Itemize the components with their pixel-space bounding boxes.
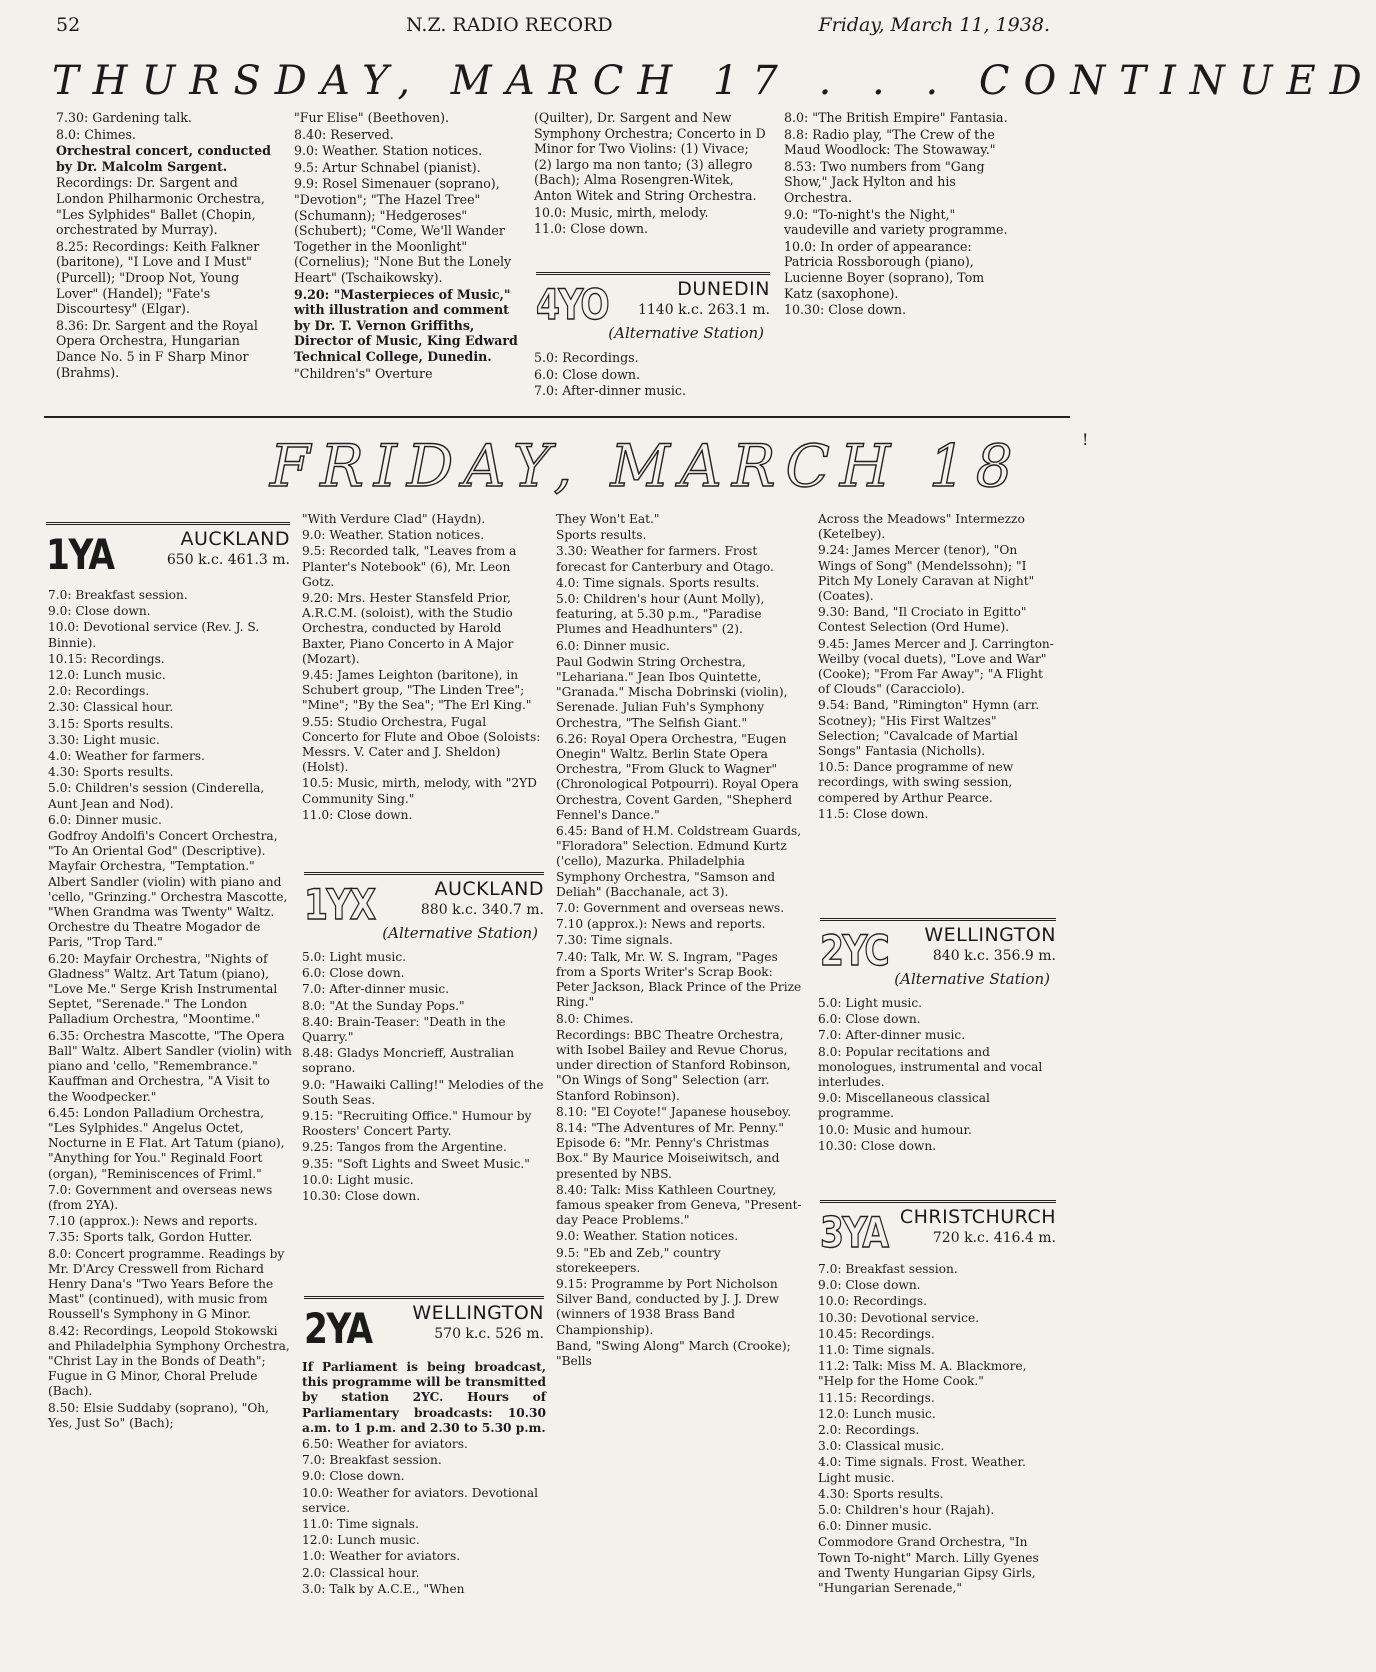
column-3ya (818, 1262, 1058, 1597)
list-item: 6.0: Dinner music. (48, 812, 162, 827)
list-item: 10.45: Recordings. (818, 1326, 935, 1341)
divider (46, 522, 290, 525)
station-city: WELLINGTON (412, 1302, 544, 1324)
list-item: 9.0: "To-night's the Night," vaudeville and variety programme. (784, 206, 1008, 238)
list-item: Recordings: Dr. Sargent and London Philharmonic Orchestra, "Les Sylphides" Ballet (Chopin, orchestrated by Murray). (56, 175, 265, 238)
list-item: 10.30: Close down. (784, 302, 907, 318)
list-item: 4.0: Time signals. Frost. Weather. Light music. (818, 1455, 1026, 1485)
list-item: 10.30: Close down. (302, 1189, 421, 1204)
list-item: 11.5: Close down. (818, 806, 929, 821)
list-item: 9.35: "Soft Lights and Sweet Music." (302, 1156, 530, 1171)
list-item: 9.25: Tangos from the Argentine. (302, 1140, 507, 1155)
list-item: 11.2: Talk: Miss M. A. Blackmore, "Help for the Home Cook." (818, 1359, 1027, 1389)
list-item: 8.40: Talk: Miss Kathleen Courtney, famous speaker from Geneva, "Present-day Peace Problems." (556, 1182, 802, 1228)
list-item: 7.30: Gardening talk. (56, 110, 192, 125)
station-city: AUCKLAND (434, 878, 544, 900)
thursday-col-3 (534, 110, 770, 238)
list-item: 9.0: Weather. Station notices. (302, 528, 485, 543)
station-2ya (304, 1296, 544, 1353)
list-item: 8.50: Elsie Suddaby (soprano), "Oh, Yes, Just So" (Bach); (48, 1400, 270, 1430)
list-item: Sports results. (556, 528, 647, 543)
list-item: 8.0: Chimes. (556, 1011, 634, 1026)
station-frequency: 880 k.c. 340.7 m. (420, 902, 544, 918)
list-item: 9.0: Weather. Station notices. (294, 143, 483, 159)
list-item: 12.0: Lunch music. (48, 668, 166, 683)
list-item: 3.15: Sports results. (48, 716, 174, 731)
list-item: 7.0: After-dinner music. (818, 1028, 966, 1043)
list-item: 8.36: Dr. Sargent and the Royal Opera Orchestra, Hungarian Dance No. 5 in F Sharp Minor (Brahms). (56, 317, 258, 380)
divider (820, 918, 1056, 921)
column-2ya (302, 1360, 546, 1598)
list-item: 12.0: Lunch music. (302, 1533, 420, 1548)
list-item: 2.0: Classical hour. (302, 1565, 420, 1580)
list-item: 8.40: Reserved. (294, 126, 394, 142)
list-item: 6.0: Dinner music. (818, 1519, 932, 1534)
dunedin-schedule (534, 350, 770, 400)
list-item: 9.30: Band, "Il Crociato in Egitto" Contest Selection (Ord Hume). (818, 605, 1027, 635)
list-item: 9.54: Band, "Rimington" Hymn (arr. Scotney); "His First Waltzes" Selection; "Cavalcade of Martial Songs" Fantasia (Nicholls). (818, 698, 1040, 759)
station-1ya (46, 522, 290, 579)
list-item: 9.5: "Eb and Zeb," country storekeepers. (556, 1245, 721, 1275)
station-frequency: 570 k.c. 526 m. (434, 1326, 544, 1342)
list-item: 8.10: "El Coyote!" Japanese houseboy. (556, 1104, 792, 1119)
column-1ya (48, 588, 292, 1432)
list-item: 6.0: Close down. (818, 1012, 921, 1027)
publication-title: N.Z. RADIO RECORD (406, 14, 613, 36)
list-item: 3.30: Weather for farmers. Frost forecast for Canterbury and Otago. (556, 544, 774, 574)
issue-date: Friday, March 11, 1938. (818, 14, 1050, 36)
list-item: 2.0: Recordings. (48, 684, 150, 699)
list-item: 8.14: "The Adventures of Mr. Penny." Episode 6: "Mr. Penny's Christmas Box." By Maurice Moiseiwitsch, and presented by NBS. (556, 1120, 784, 1181)
list-item: 9.5: Artur Schnabel (pianist). (294, 159, 481, 175)
list-item: 3.0: Talk by A.C.E., "When (302, 1581, 465, 1596)
list-item: 4.0: Time signals. Sports results. (556, 575, 760, 590)
list-item: 7.10 (approx.): News and reports. (48, 1214, 258, 1229)
list-item: Commodore Grand Orchestra, "In Town To-night" March. Lilly Gyenes and Twenty Hungarian Gipsy Girls, "Hungarian Serenade," (818, 1535, 1039, 1596)
station-city: CHRISTCHURCH (899, 1206, 1056, 1228)
list-item: 3.0: Classical music. (818, 1439, 945, 1454)
list-item: 6.20: Mayfair Orchestra, "Nights of Gladness" Waltz. Art Tatum (piano), "Love Me." Serge Krish Instrumental Septet, "Serenade." The London Palladium Orchestra, "Moontime." (48, 951, 278, 1027)
list-item: Orchestral concert, conducted by Dr. Malcolm Sargent. (56, 143, 271, 174)
list-item: 9.0: Close down. (302, 1469, 405, 1484)
list-item: 10.0: Weather for aviators. Devotional service. (302, 1485, 539, 1515)
list-item: 11.0: Time signals. (302, 1517, 419, 1532)
list-item: 4.30: Sports results. (818, 1486, 944, 1501)
friday-title: FRIDAY, MARCH 18 (270, 432, 1023, 500)
list-item: 6.0: Close down. (302, 966, 405, 981)
list-item: 11.15: Recordings. (818, 1390, 935, 1405)
station-subtitle: (Alternative Station) (382, 924, 538, 942)
list-item: 7.0: Breakfast session. (302, 1453, 442, 1468)
column-2yc (818, 996, 1058, 1155)
list-item: 6.45: Band of H.M. Coldstream Guards, "Floradora" Selection. Edmund Kurtz ('cello), Mazurka. Philadelphia Symphony Orchestra, "Samson and Deliah" (Bacchanale, act 3). (556, 824, 802, 899)
station-callsign: 2YC (820, 926, 889, 975)
station-city: WELLINGTON (924, 924, 1056, 946)
station-frequency: 720 k.c. 416.4 m. (932, 1230, 1056, 1246)
list-item: 10.0: Music, mirth, melody. (534, 204, 709, 220)
column-2ya-continued-2 (818, 512, 1058, 823)
list-item: 3.30: Light music. (48, 732, 160, 747)
list-item: 10.5: Dance programme of new recordings, with swing session, compered by Arthur Pearce. (818, 760, 1014, 805)
list-item: 8.48: Gladys Moncrieff, Australian soprano. (302, 1046, 515, 1076)
station-frequency: 840 k.c. 356.9 m. (932, 948, 1056, 964)
list-item: 8.0: "At the Sunday Pops." (302, 998, 465, 1013)
list-item: 10.30: Close down. (818, 1138, 937, 1153)
list-item: 5.0: Children's hour (Aunt Molly), featuring, at 5.30 p.m., "Paradise Plumes and Headhunters" (2). (556, 592, 765, 637)
list-item: 10.5: Music, mirth, melody, with "2YD Community Sing." (302, 776, 537, 806)
list-item: 8.0: Chimes. (56, 126, 136, 142)
list-item: 9.55: Studio Orchestra, Fugal Concerto for Flute and Oboe (Soloists: Messrs. V. Cater and J. Sheldon) (Holst). (302, 714, 541, 775)
list-item: 7.0: After-dinner music. (302, 982, 450, 997)
list-item: 8.25: Recordings: Keith Falkner (baritone), "I Love and I Must" (Purcell); "Droop Not, Young Lover" (Handel); "Fate's Discourtesy" (Elgar). (56, 238, 260, 317)
list-item: 9.0: Close down. (48, 604, 151, 619)
section-divider (44, 416, 1070, 418)
list-item: 6.26: Royal Opera Orchestra, "Eugen Onegin" Waltz. Berlin State Opera Orchestra, "From Gluck to Wagner" (Chronological Potpourri). Royal Opera Orchestra, Covent Garden, "Shepherd Fennel's Dance." (556, 731, 799, 822)
list-item: 6.0: Dinner music. (556, 638, 670, 653)
list-item: 9.20: "Masterpieces of Music," with illustration and comment by Dr. T. Vernon Griffiths, Director of Music, King Edward Technical College, Dunedin. (294, 286, 518, 364)
station-3ya (820, 1200, 1056, 1257)
column-1yx (302, 950, 546, 1205)
list-item: 7.0: Breakfast session. (818, 1262, 958, 1276)
list-item: 10.0: Light music. (302, 1172, 414, 1187)
divider (304, 1296, 544, 1299)
list-item: (Quilter), Dr. Sargent and New Symphony Orchestra; Concerto in D Minor for Two Violins: (1) Vivace; (2) largo ma non tanto; (3) allegro (Bach); Alma Rosengren-Witek, Anton Witek and String Orchestra. (534, 110, 766, 203)
list-item: 10.15: Recordings. (48, 651, 165, 666)
list-item: 9.0: Miscellaneous classical programme. (818, 1091, 990, 1121)
station-subtitle: (Alternative Station) (894, 970, 1050, 988)
list-item: 9.15: Programme by Port Nicholson Silver Band, conducted by J. J. Drew (winners of 1938 Brass Band Championship). (556, 1276, 780, 1337)
list-item: 1.0: Weather for aviators. (302, 1549, 461, 1564)
list-item: 10.0: Music and humour. (818, 1122, 972, 1137)
list-item: 8.42: Recordings, Leopold Stokowski and Philadelphia Symphony Orchestra, "Christ Lay in the Bonds of Death"; Fugue in G Minor, Choral Prelude (Bach). (48, 1323, 290, 1399)
list-item: "With Verdure Clad" (Haydn). (302, 512, 486, 526)
list-item: 8.0: "The British Empire" Fantasia. (784, 110, 1008, 125)
list-item: "Fur Elise" (Beethoven). (294, 110, 450, 125)
thursday-col-1 (56, 110, 280, 381)
divider (536, 272, 770, 275)
column-2ya-continued (556, 512, 802, 1370)
list-item: 12.0: Lunch music. (818, 1406, 936, 1421)
page-header (56, 14, 1050, 42)
list-item: 7.30: Time signals. (556, 933, 673, 948)
list-item: 2.30: Classical hour. (48, 700, 174, 715)
list-item: 10.30: Devotional service. (818, 1310, 980, 1325)
list-item: 9.20: Mrs. Hester Stansfeld Prior, A.R.C.M. (soloist), with the Studio Orchestra, conducted by Harold Baxter, Piano Concerto in A Major (Mozart). (302, 591, 514, 666)
list-item: 5.0: Recordings. (534, 350, 639, 365)
list-item: They Won't Eat." (556, 512, 660, 526)
station-callsign: 3YA (820, 1208, 888, 1257)
list-item: 7.0: Government and overseas news (from 2YA). (48, 1182, 273, 1212)
divider (820, 1200, 1056, 1203)
list-item: 9.15: "Recruiting Office." Humour by Roosters' Concert Party. (302, 1109, 532, 1139)
station-1yx (304, 872, 544, 942)
column-1ya-continued (302, 512, 546, 824)
list-item: "Children's" Overture (294, 365, 433, 381)
list-item: 7.0: After-dinner music. (534, 383, 686, 399)
list-item: 10.0: Devotional service (Rev. J. S. Binnie). (48, 620, 260, 650)
station-frequency: 1140 k.c. 263.1 m. (637, 302, 770, 318)
station-callsign: 4YO (536, 280, 609, 329)
list-item: 6.50: Weather for aviators. (302, 1437, 468, 1452)
page-number: 52 (56, 14, 81, 36)
list-item: 6.0: Close down. (534, 366, 640, 382)
list-item: 9.5: Recorded talk, "Leaves from a Planter's Notebook" (6), Mr. Leon Gotz. (302, 544, 517, 589)
divider (304, 872, 544, 875)
station-callsign: 1YA (46, 530, 114, 579)
list-item: 6.45: London Palladium Orchestra, "Les Sylphides." Angelus Octet, Nocturne in E Flat. Art Tatum (piano), "Anything for You." Reginald Foort (organ), "Reminiscences of Friml." (48, 1105, 285, 1181)
station-callsign: 1YX (304, 880, 375, 929)
list-item: 7.40: Talk, Mr. W. S. Ingram, "Pages from a Sports Writer's Scrap Book: Peter Jackson, Black Prince of the Prize Ring." (556, 949, 802, 1010)
list-item: 8.0: Popular recitations and monologues, instrumental and vocal interludes. (818, 1044, 1043, 1090)
list-item: 10.0: Recordings. (818, 1294, 927, 1309)
list-item: 7.10 (approx.): News and reports. (556, 917, 766, 932)
list-item: 11.0: Close down. (534, 221, 648, 237)
list-item: 9.0: "Hawaiki Calling!" Melodies of the South Seas. (302, 1077, 544, 1107)
list-item: Band, "Swing Along" March (Crooke); "Bells (556, 1338, 791, 1368)
list-item: 4.0: Weather for farmers. (48, 749, 205, 764)
list-item: 9.45: James Leighton (baritone), in Schubert group, "The Linden Tree"; "Mine"; "By the Sea"; "The Erl King." (302, 668, 532, 713)
list-item: 6.35: Orchestra Mascotte, "The Opera Ball" Waltz. Albert Sandler (violin) with piano and 'cello, "Remembrance." Kauffman and Orchestra, "A Visit to the Woodpecker." (48, 1028, 292, 1104)
list-item: 11.0: Time signals. (818, 1343, 935, 1358)
list-item: Across the Meadows" Intermezzo (Ketelbey). (818, 512, 1025, 542)
list-item: 5.0: Light music. (302, 950, 407, 964)
list-item: 10.0: In order of appearance: Patricia Rossborough (piano), Lucienne Boyer (soprano), Tom Katz (saxophone). (784, 238, 985, 301)
list-item: 7.0: Breakfast session. (48, 588, 188, 602)
list-item: 9.45: James Mercer and J. Carrington-Weilby (vocal duets), "Love and War" (Cooke); "From Far Away"; "A Flight of Clouds" (Caracciolo). (818, 636, 1054, 697)
list-item: Recordings: BBC Theatre Orchestra, with Isobel Bailey and Revue Chorus, under direction of Stanford Robinson, "On Wings of Song" Selection (arr. Stanford Robinson). (556, 1027, 791, 1103)
list-item: 5.0: Children's hour (Rajah). (818, 1503, 995, 1518)
list-item: 9.9: Rosel Simenauer (soprano), "Devotion"; "The Hazel Tree" (Schumann); "Hedgeroses" (Schubert); "Come, We'll Wander Together in the Moonlight" (Cornelius); "None But the Lonely Heart" (Tschaikowsky). (294, 176, 512, 285)
list-item: Godfroy Andolfi's Concert Orchestra, "To An Oriental God" (Descriptive). Mayfair Orchestra, "Temptation." Albert Sandler (violin) with piano and 'cello, "Grinzing." Orchestra Mascotte, "When Grandma was Twenty" Waltz. Orchestre du Theatre Mogador de Paris, "Trop Tard." (48, 829, 288, 950)
thursday-col-4 (784, 110, 1008, 319)
station-frequency: 650 k.c. 461.3 m. (166, 552, 290, 568)
list-item: 8.8: Radio play, "The Crew of the Maud Woodlock: The Stowaway." (784, 126, 996, 158)
list-item: 5.0: Light music. (818, 996, 923, 1010)
list-item: 9.0: Close down. (818, 1278, 921, 1293)
list-item: 11.0: Close down. (302, 807, 413, 822)
list-item: 7.35: Sports talk, Gordon Hutter. (48, 1230, 253, 1245)
thursday-band: THURSDAY, MARCH 17 . . . CONTINUED (52, 58, 1376, 104)
thursday-col-2 (294, 110, 520, 382)
list-item: 4.30: Sports results. (48, 765, 174, 780)
list-item: 8.0: Concert programme. Readings by Mr. D'Arcy Cresswell from Richard Henry Dana's "Two Years Before the Mast" (continued), with music from Roussell's Symphony in G Minor. (48, 1246, 285, 1322)
list-item: Paul Godwin String Orchestra, "Lehariana." Jean Ibos Quintette, "Granada." Mischa Dobrinski (violin), Serenade. Julian Fuh's Symphony Orchestra, "The Selfish Giant." (556, 654, 788, 730)
list-item: 2.0: Recordings. (818, 1423, 920, 1438)
list-item: 9.24: James Mercer (tenor), "On Wings of Song" (Mendelssohn); "I Pitch My Lonely Caravan at Night" (Coates). (818, 543, 1035, 604)
list-item: 9.0: Weather. Station notices. (556, 1229, 739, 1244)
station-2yc (820, 918, 1056, 988)
parliament-notice: If Parliament is being broadcast, this programme will be transmitted by station 2YC. Hours of Parliamentary broadcasts: 10.30 a.m. to 1 p.m. and 2.30 to 5.30 p.m. (302, 1360, 546, 1435)
list-item: 8.40: Brain-Teaser: "Death in the Quarry." (302, 1014, 506, 1045)
list-item: 8.53: Two numbers from "Gang Show," Jack Hylton and his Orchestra. (784, 158, 985, 205)
station-4yo (536, 272, 770, 342)
station-city: DUNEDIN (677, 278, 770, 300)
station-city: AUCKLAND (180, 528, 290, 550)
margin-mark: ! (1082, 430, 1089, 449)
station-subtitle: (Alternative Station) (608, 324, 764, 342)
list-item: 7.0: Government and overseas news. (556, 901, 785, 916)
station-callsign: 2YA (304, 1304, 372, 1353)
list-item: 5.0: Children's session (Cinderella, Aunt Jean and Nod). (48, 781, 265, 811)
